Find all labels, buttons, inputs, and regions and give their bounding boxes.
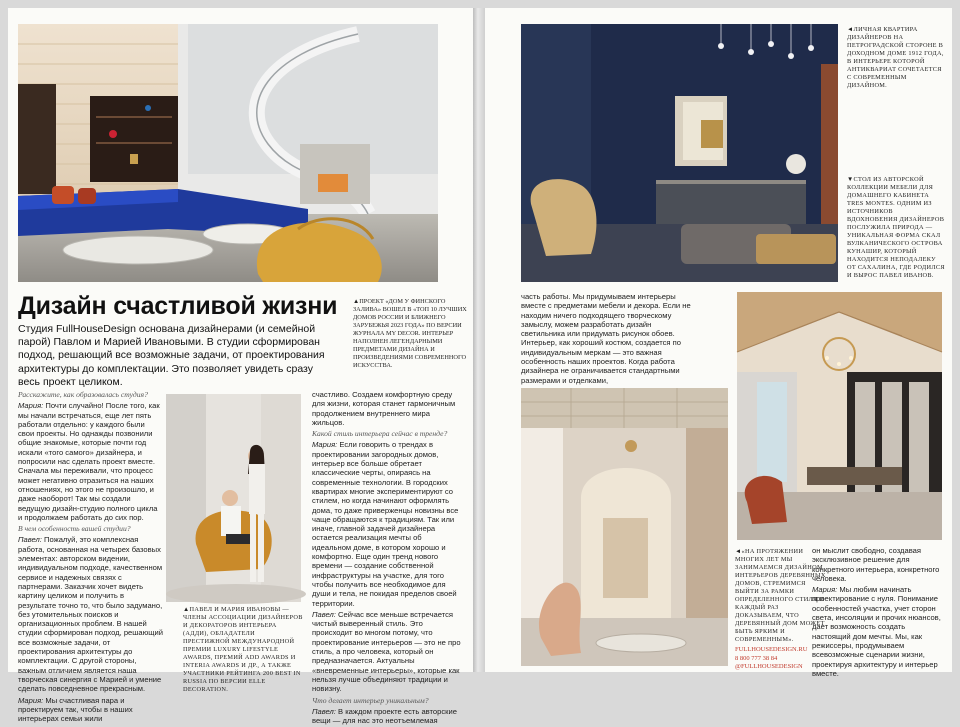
dining-room-photo bbox=[737, 292, 942, 540]
speaker: Мария: bbox=[18, 401, 44, 411]
wooden-house-quote: ◄«НА ПРОТЯЖЕНИИ МНОГИХ ЛЕТ МЫ ЗАНИМАЕМСЯ ДИЗАЙНОМ ИНТЕРЬЕРОВ ДЕРЕВЯННЫХ ДОМОВ, СТРЕМИМСЯ ВЫЙТИ ЗА РАМКИ ОПРЕДЕЛЕННОГО СТИЛЯ И КАЖДЫЙ РАЗ ДОКАЗЫВАЕМ, ЧТО ДЕРЕВЯННЫЙ ДОМ МОЖЕТ БЫТЬ ЯРКИМ И СОВРЕМЕННЫМ». bbox=[735, 548, 826, 643]
website-link[interactable]: FULLHOUSEDESIGN.RU bbox=[735, 646, 808, 653]
phone-number[interactable]: 8 800 777 38 84 bbox=[735, 654, 778, 662]
text-column-2 bbox=[312, 390, 462, 727]
question-4: Что делает интерьер уникальным? bbox=[312, 695, 429, 705]
answer-4 bbox=[312, 440, 462, 607]
speaker: Павел: bbox=[312, 609, 336, 619]
designers-portrait-photo bbox=[166, 394, 301, 602]
answer-continued: он мыслит свободно, создавая эксклюзивное решение для конкретного интерьера, конкретного человека. bbox=[812, 546, 940, 583]
speaker: Мария: bbox=[18, 695, 44, 705]
answer-text: Если говорить о трендах в проектировании загородных домов, интерьер все больше обретает классические черты, опираясь на современные технологии. В городских квартирах многие экспериментируют со стилем, но когда начинают оформлять дома, то даже приверженцы новизны все чаще обращаются к традициям. Так или иначе, главной задачей дизайнера остается реализация мечты об идеальном доме, в котором хорошо и комфортно. Еще один тренд нового времени — создание собственной инфраструктуры на участке, для того чтобы получить все необходимое для души и тела, не покидая пределов своей территории. bbox=[312, 440, 459, 608]
article-headline: Дизайн счастливой жизни bbox=[18, 292, 338, 320]
apartment-photo bbox=[521, 24, 838, 282]
speaker: Мария: bbox=[312, 440, 338, 450]
question-2: В чем особенность вашей студии? bbox=[18, 524, 131, 534]
table-caption: ▼СТОЛ ИЗ АВТОРСКОЙ КОЛЛЕКЦИИ МЕБЕЛИ ДЛЯ ДОМАШНЕГО КАБИНЕТА TRES MONTES. ОДНИМ ИЗ ИСТОЧНИКОВ ВДОХНОВЕНИЯ ДИЗАЙНЕРОВ ПОСЛУЖИЛА ПРИРОДА — УНИКАЛЬНАЯ ФОРМА СКАЛ ВУЛКАНИЧЕСКОГО ОСТРОВА КУНАШИР, КОТОРЫЙ НАХОДИТСЯ НЕПОДАЛЕКУ ОТ САХАЛИНА, ГДЕ РОДИЛСЯ И ВЫРОС ПАВЕЛ ИВАНОВ. bbox=[847, 176, 945, 279]
apartment-caption: ◄ЛИЧНАЯ КВАРТИРА ДИЗАЙНЕРОВ НА ПЕТРОГРАДСКОЙ СТОРОНЕ В ДОХОДНОМ ДОМЕ 1912 ГОДА, В ИНТЕРЬЕРЕ КОТОРОЙ АНТИКВАРИАТ СОЧЕТАЕТСЯ С СОВРЕМЕННЫМ ДИЗАЙНОМ. bbox=[847, 26, 944, 89]
living-room-photo bbox=[18, 24, 438, 282]
answer-text: Мы любим начинать проектирование с нуля. Понимание особенностей участка, учет сторон света, инсоляции и прочих нюансов, дает возможность создать настоящий дом мечты. Мы, как режиссеры, продумываем всевозможные сценарии жизни, проектируя архитектуру и интерьер вместе. bbox=[812, 585, 941, 678]
answer-text: Почти случайно! После того, как мы начали встречаться, еще лет пять работали отдельно: у каждого были свои проекты. Но однажды позвонили общие знакомые, которые почти год искали «того самого» дизайнера, и попросили нас сделать проект вместе. Сначала мы переживали, что процесс может негативно отразиться на наших отношениях, но этого не произошло, и даже наоборот! Так мы создали ведущую дизайн-студию полного цикла и продолжаем работать до сих пор. bbox=[18, 401, 160, 522]
speaker: Павел: bbox=[18, 535, 42, 545]
answer-2 bbox=[18, 535, 163, 693]
page-gutter bbox=[473, 8, 485, 672]
question-1: Расскажите, как образовалась студия? bbox=[18, 390, 148, 399]
text-column-3 bbox=[521, 292, 697, 387]
portrait-caption: ▲ПАВЕЛ И МАРИЯ ИВАНОВЫ — ЧЛЕНЫ АССОЦИАЦИИ ДИЗАЙНЕРОВ И ДЕКОРАТОРОВ ИНТЕРЬЕРА (АДДИ), ОБЛАДАТЕЛИ ПРЕСТИЖНОЙ МЕЖДУНАРОДНОЙ ПРЕМИИ LUXURY LIFESTYLE AWARDS, ПРЕМИЙ ADD AWARDS И INTERIA AWARDS И ДР., А ТАКЖЕ УЧАСТНИКИ РЕЙТИНГА 200 BEST IN RUSSIA ПО ВЕРСИИ ELLE DECORATION. bbox=[183, 606, 303, 693]
answer-text: Сейчас все меньше встречается чистый выверенный стиль. Это происходит во многом потому, что проектирование интерьеров — это не про стиль, а про человека, который он предназначается. Актуальны «вневременные интерьеры», которые как нельзя лучше объединяют традиции и новизну. bbox=[312, 609, 461, 694]
studio-contacts bbox=[735, 646, 855, 672]
answer-1 bbox=[18, 401, 163, 522]
answer-continued: счастливо. Создаем комфортную среду для жизни, которая станет гармоничным продолжением внутреннего мира жильцов. bbox=[312, 390, 456, 427]
answer-continued: часть работы. Мы придумываем интерьеры вместе с предметами мебели и декора. Если не находим ничего подходящего творческому замыслу, можем разработать дизайн светильника или придумать рисунок обоев. Интерьер, как хороший костюм, создается по индивидуальным меркам — это важная особенность наших проектов. Когда работа дизайнера не ограничивается стандартными размерами и отделками, bbox=[521, 292, 691, 385]
article-lead: Студия FullHouseDesign основана дизайнерами (и семейной парой) Павлом и Марией Ивановыми. В студии сформирован подход, решающий все возможные задачи, от проектирования архитектуры до комплектации. Это позволяет увидеть сразу весь проект целиком. bbox=[18, 323, 325, 388]
award-caption: ▲ПРОЕКТ «ДОМ У ФИНСКОГО ЗАЛИВА» ВОШЕЛ В «ТОП 10 ЛУЧШИХ ДОМОВ РОССИИ И БЛИЖНЕГО ЗАРУБЕЖЬЯ 2023 ГОДА» ПО ВЕРСИИ ЖУРНАЛА MY DECOR. ИНТЕРЬЕР НАПОЛНЕН ЛЕГЕНДАРНЫМИ ПРЕДМЕТАМИ ДИЗАЙНА И ПРОИЗВЕДЕНИЯМИ СОВРЕМЕННОГО ИСКУССТВА. bbox=[353, 298, 467, 369]
answer-3 bbox=[18, 696, 163, 724]
left-page bbox=[8, 8, 473, 726]
right-page bbox=[485, 8, 952, 678]
speaker: Павел: bbox=[312, 706, 336, 716]
answer-text: Мы счастливая пара и проектируем так, чтобы в наших интерьерах семьи жили bbox=[18, 695, 133, 724]
answer-text: Пожалуй, это комплексная работа, основанная на четырех базовых элементах: авторском видении, индивидуальном подходе, качественном сервисе и надежных связях с партнерами. Заказчик хочет видеть картину целиком и получить в результате точно то, что было задумано, без утомительных поисков и организационных проблем. В нашей студии сформирован подход, решающий все возможные задачи, от проектирования архитектуры до комплектации. С другой стороны, важным отличием является наша творческая синергия с Марией и умение сделать повседневное прекрасным. bbox=[18, 535, 164, 694]
arched-room-photo bbox=[521, 388, 728, 666]
answer-6 bbox=[312, 707, 462, 726]
answer-5 bbox=[312, 610, 462, 694]
question-3: Какой стиль интерьера сейчас в тренде? bbox=[312, 429, 448, 439]
speaker: Мария: bbox=[812, 585, 838, 595]
instagram-handle[interactable]: @FULLHOUSEDESIGN bbox=[735, 663, 803, 670]
text-column-1 bbox=[18, 390, 163, 725]
answer-text: В каждом проекте есть авторские вещи — для нас это неотъемлемая bbox=[312, 706, 457, 726]
